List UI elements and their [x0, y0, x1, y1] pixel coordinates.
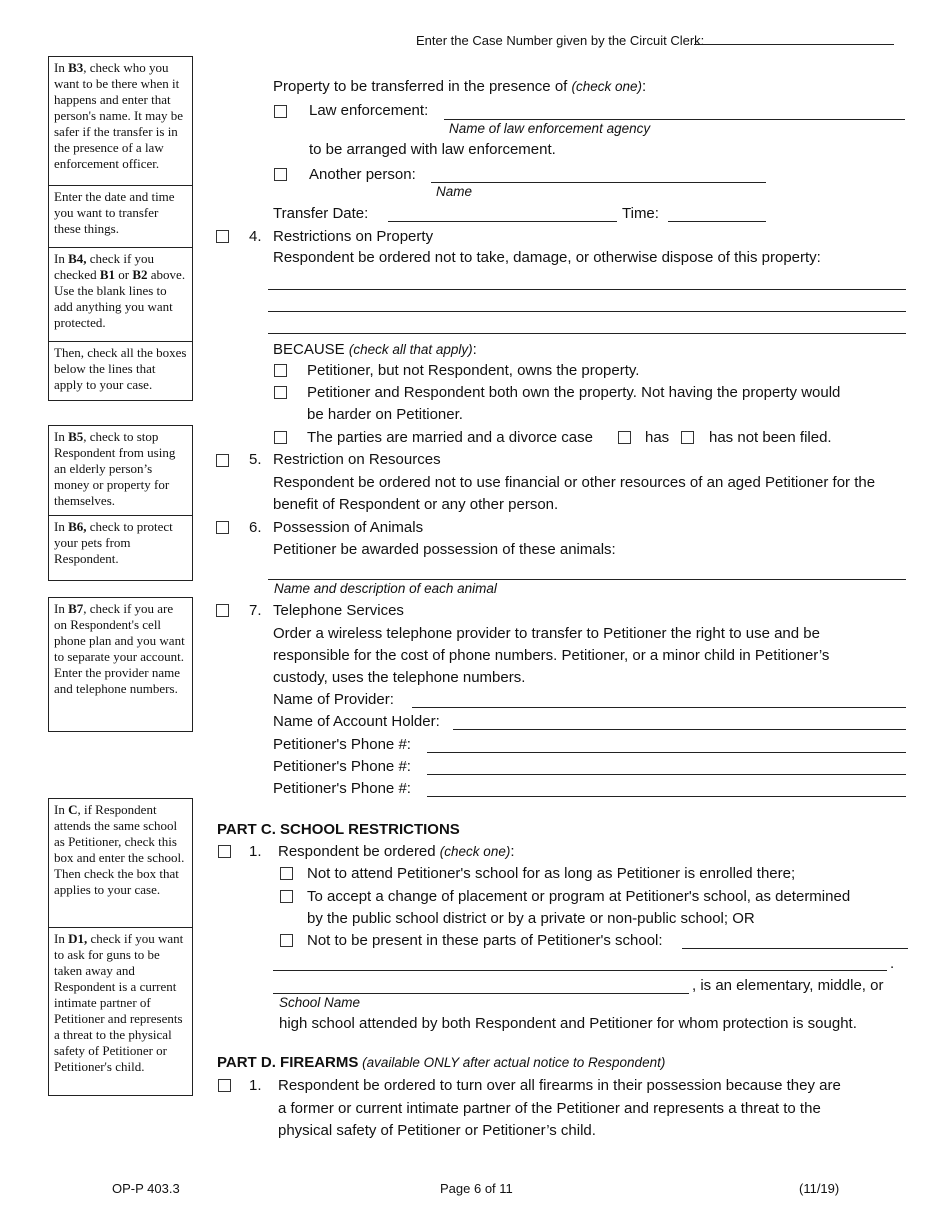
b4-text: Respondent be ordered not to take, damage, or otherwise dispose of this property:: [273, 249, 821, 266]
b7-checkbox[interactable]: [216, 604, 229, 617]
property-line-1[interactable]: [268, 289, 906, 290]
case-number-label: Enter the Case Number given by the Circuit Clerk:: [416, 33, 705, 48]
agency-caption: Name of law enforcement agency: [449, 121, 651, 136]
married-text: The parties are married and a divorce case: [307, 429, 593, 446]
not-attend-text: Not to attend Petitioner's school for as long as Petitioner is enrolled there;: [307, 865, 796, 882]
sidebar-box-b5: [48, 425, 193, 581]
sidebar-text-run: , check if you are on Respondent's cell phone plan and you want to separate your account. Enter the provider name and telephone numbers.: [54, 601, 185, 696]
form-id: OP-P 403.3: [112, 1181, 180, 1196]
animals-caption: Name and description of each animal: [274, 581, 497, 596]
sidebar-text-run: above. Use the blank lines to add anything you want protected.: [54, 267, 186, 330]
another-person-name-field[interactable]: [431, 182, 766, 183]
divorce-has-checkbox[interactable]: [618, 431, 631, 444]
b7-text-2: responsible for the cost of phone numbers. Petitioner, or a minor child in Petitioner’s: [273, 647, 830, 664]
animals-field[interactable]: [268, 579, 906, 580]
property-line-3[interactable]: [268, 333, 906, 334]
sidebar-bold-ref: D1,: [68, 931, 88, 946]
sidebar-box-c-d1: [48, 798, 193, 1096]
part-c-number: 1.: [249, 843, 262, 860]
sidebar-bold-ref: B1: [99, 267, 116, 282]
phone-field-3[interactable]: [427, 796, 906, 797]
sidebar-text-run: In: [54, 601, 69, 616]
owner-petitioner-text: Petitioner, but not Respondent, owns the property.: [307, 362, 640, 379]
sidebar-note-b3-date: Enter the date and time you want to transfer these things.: [49, 185, 192, 247]
sidebar-note-d1: [49, 927, 192, 1079]
not-attend-checkbox[interactable]: [280, 867, 293, 880]
part-d-heading: PART D. FIREARMS (available ONLY after actual notice to Respondent): [217, 1054, 666, 1071]
b5-title: Restriction on Resources: [273, 451, 441, 468]
sidebar-text-run: In: [54, 429, 69, 444]
b4-number: 4.: [249, 228, 262, 245]
sidebar-note-b5: [49, 426, 192, 515]
sidebar-text-run: In: [54, 251, 69, 266]
sidebar-text-run: check if you want to ask for guns to be taken away and Respondent is a current intimate partner of Petitioner and represents a threat to the physical safety of Petitioner or Petitioner's child.: [54, 931, 184, 1074]
law-enforcement-label: Law enforcement:: [309, 102, 429, 119]
b6-title: Possession of Animals: [273, 519, 424, 536]
not-present-checkbox[interactable]: [280, 934, 293, 947]
change-placement-text-2: by the public school district or by a private or non-public school; OR: [307, 910, 755, 927]
both-own-checkbox[interactable]: [274, 386, 287, 399]
provider-field[interactable]: [412, 707, 906, 708]
arranged-text: to be arranged with law enforcement.: [309, 141, 556, 158]
case-number-field[interactable]: [694, 44, 894, 45]
time-field[interactable]: [668, 221, 766, 222]
part-d-number: 1.: [249, 1077, 262, 1094]
sidebar-text-run: check if you checked: [54, 251, 155, 282]
change-placement-text-1: To accept a change of placement or program at Petitioner's school, as determined: [307, 888, 851, 905]
law-enforcement-agency-field[interactable]: [444, 119, 905, 120]
b5-text-2: benefit of Respondent or any other person.: [273, 496, 559, 513]
sidebar-text-run: In: [54, 60, 69, 75]
divorce-has-not-text: has not been filed.: [709, 429, 832, 446]
school-name-caption: School Name: [279, 995, 361, 1010]
part-d-checkbox[interactable]: [218, 1079, 231, 1092]
law-enforcement-checkbox[interactable]: [274, 105, 287, 118]
sidebar-note-b4: [49, 247, 192, 341]
sidebar-bold-ref: B2: [132, 267, 148, 282]
elementary-text: , is an elementary, middle, or: [692, 977, 884, 994]
owner-petitioner-checkbox[interactable]: [274, 364, 287, 377]
part-d-text-1: Respondent be ordered to turn over all firearms in their possession because they are: [278, 1077, 841, 1094]
part-c-checkbox[interactable]: [218, 845, 231, 858]
transfer-date-label: Transfer Date:: [273, 205, 369, 222]
phone-field-2[interactable]: [427, 774, 906, 775]
sidebar-bold-ref: B3: [68, 60, 84, 75]
sidebar-text-run: , check to stop Respondent from using an elderly person’s money or property for themselves.: [54, 429, 176, 508]
sidebar-bold-ref: B6,: [68, 519, 87, 534]
b5-number: 5.: [249, 451, 262, 468]
property-line-2[interactable]: [268, 311, 906, 312]
another-person-checkbox[interactable]: [274, 168, 287, 181]
provider-label: Name of Provider:: [273, 691, 394, 708]
b3-intro: Property to be transferred in the presence of (check one):: [273, 78, 647, 95]
page-number: Page 6 of 11: [440, 1181, 513, 1196]
sidebar-box-b3: [48, 56, 193, 401]
another-person-label: Another person:: [309, 166, 416, 183]
b7-title: Telephone Services: [273, 602, 404, 619]
sidebar-text-run: or: [115, 267, 133, 282]
account-holder-label: Name of Account Holder:: [273, 713, 440, 730]
sidebar-box-b7: [48, 597, 193, 732]
name-caption: Name: [436, 184, 473, 199]
b7-text-1: Order a wireless telephone provider to transfer to Petitioner the right to use and be: [273, 625, 820, 642]
b6-number: 6.: [249, 519, 262, 536]
married-checkbox[interactable]: [274, 431, 287, 444]
sidebar-text-run: , if Respondent attends the same school as Petitioner, check this box and enter the school. Then check the box that applies to your case.: [54, 802, 185, 897]
both-own-text-2: be harder on Petitioner.: [307, 406, 463, 423]
sidebar-note-b7: [49, 598, 192, 701]
sidebar-note-b6: [49, 515, 192, 571]
school-name-field[interactable]: [273, 993, 689, 994]
both-own-text-1: Petitioner and Respondent both own the property. Not having the property would: [307, 384, 841, 401]
part-d-text-3: physical safety of Petitioner or Petitioner’s child.: [278, 1122, 596, 1139]
phone-label-1: Petitioner's Phone #:: [273, 736, 411, 753]
b7-number: 7.: [249, 602, 262, 619]
school-parts-field-2[interactable]: [273, 970, 887, 971]
school-parts-period: .: [890, 955, 895, 972]
sidebar-note-b4-then: Then, check all the boxes below the lines that apply to your case.: [49, 341, 192, 397]
phone-label-2: Petitioner's Phone #:: [273, 758, 411, 775]
b6-checkbox[interactable]: [216, 521, 229, 534]
time-label: Time:: [622, 205, 659, 222]
school-parts-field-1[interactable]: [682, 948, 908, 949]
divorce-has-not-checkbox[interactable]: [681, 431, 694, 444]
attended-text: high school attended by both Respondent and Petitioner for whom protection is sought.: [279, 1015, 857, 1032]
change-placement-checkbox[interactable]: [280, 890, 293, 903]
b4-title: Restrictions on Property: [273, 228, 434, 245]
sidebar-text-run: , check who you want to be there when it happens and enter that person's name. It may be safer if the transfer is in the presence of a law enforcement officer.: [54, 60, 184, 171]
sidebar-bold-ref: B5: [68, 429, 84, 444]
sidebar-bold-ref: B7: [68, 601, 84, 616]
part-d-text-2: a former or current intimate partner of the Petitioner and represents a threat to the: [278, 1100, 821, 1117]
sidebar-text-run: In: [54, 931, 69, 946]
not-present-text: Not to be present in these parts of Petitioner's school:: [307, 932, 663, 949]
phone-label-3: Petitioner's Phone #:: [273, 780, 411, 797]
sidebar-text-run: In: [54, 802, 69, 817]
b5-text-1: Respondent be ordered not to use financial or other resources of an aged Petitioner for the: [273, 474, 876, 491]
b5-checkbox[interactable]: [216, 454, 229, 467]
sidebar-text-run: In: [54, 519, 69, 534]
sidebar-note-b3: [49, 57, 192, 185]
b7-text-3: custody, uses the telephone numbers.: [273, 669, 526, 686]
b6-text: Petitioner be awarded possession of these animals:: [273, 541, 616, 558]
form-date: (11/19): [799, 1181, 840, 1196]
sidebar-bold-ref: B4,: [68, 251, 87, 266]
transfer-date-field[interactable]: [388, 221, 617, 222]
b4-checkbox[interactable]: [216, 230, 229, 243]
because-label: BECAUSE (check all that apply):: [273, 341, 477, 358]
sidebar-bold-ref: C: [68, 802, 78, 817]
divorce-has-text: has: [645, 429, 670, 446]
part-c-text: Respondent be ordered (check one):: [278, 843, 515, 860]
account-holder-field[interactable]: [453, 729, 906, 730]
sidebar-note-c: [49, 799, 192, 927]
sidebar-text-run: check to protect your pets from Respondent.: [54, 519, 173, 566]
part-c-heading: PART C. SCHOOL RESTRICTIONS: [217, 821, 460, 838]
phone-field-1[interactable]: [427, 752, 906, 753]
